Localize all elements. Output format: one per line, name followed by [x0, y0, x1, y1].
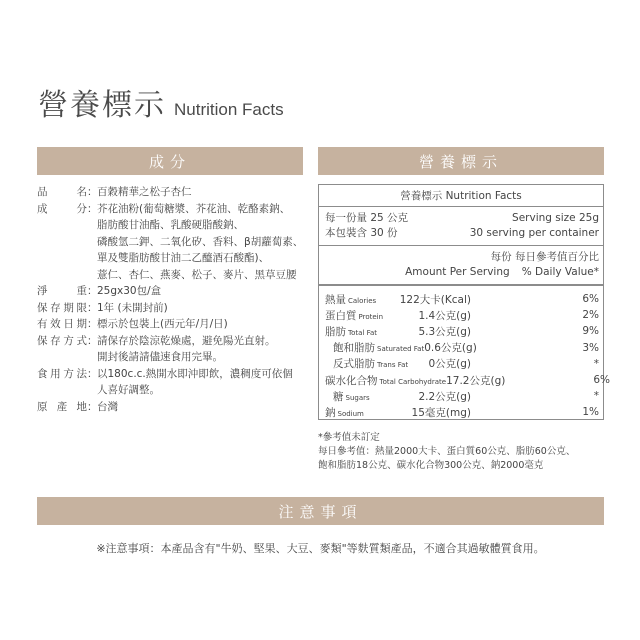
nutrition-table-header: 營養標示 Nutrition Facts	[319, 185, 603, 207]
ingredient-value-line: 脂肪酸甘油酯、乳酸硬脂酸鈉、	[97, 219, 244, 231]
ingredient-value-line: 以180c.c.熱開水即沖即飲，濃稠度可依個	[97, 367, 293, 380]
ingredient-value-line: 請保存於陰涼乾燥處，避免陽光直射。	[97, 334, 276, 347]
notice-text: ※注意事項：本產品含有"牛奶、堅果、大豆、麥類"等麩質類產品，不適合其過敏體質食用。	[96, 542, 545, 555]
ingredient-value-line: 磷酸氫二鉀、二氧化矽、香料、β胡蘿蔔素、	[97, 235, 304, 248]
ingredient-label: 保存期限	[37, 301, 87, 314]
title-english: Nutrition Facts	[174, 100, 284, 119]
nutrient-name-zh: 碳水化合物	[325, 374, 378, 387]
nutrient-name-en: Total Fat	[348, 328, 377, 337]
nutrient-daily-value: *	[593, 390, 599, 403]
serving-size-zh: 每一份量 25 公克	[325, 212, 409, 224]
nutrient-name-zh: 糖	[333, 390, 344, 403]
reference-line-1: *參考值未訂定	[318, 432, 380, 443]
nutrient-name	[325, 324, 377, 339]
nutrient-row	[325, 388, 599, 404]
nutrient-name-en: Total Carbohydrate	[379, 377, 447, 386]
nutrient-name-zh: 脂肪	[325, 325, 346, 338]
nutrient-name-en: Trans Fat	[377, 361, 409, 370]
ingredient-row	[37, 283, 312, 300]
reference-notes	[318, 431, 618, 473]
nutrient-amount: 0公克(g)	[428, 358, 471, 371]
nutrient-name	[325, 389, 370, 404]
serving-info	[319, 207, 603, 246]
ingredient-row	[37, 316, 312, 333]
nutrient-daily-value: 2%	[582, 309, 599, 322]
ingredient-label: 淨重	[37, 285, 87, 297]
ingredient-value-line: 開封後請請儘速食用完畢。	[97, 351, 223, 363]
ingredient-value	[97, 366, 312, 399]
ingredient-value-line: 百穀精華之松子杏仁	[97, 186, 192, 198]
nutrient-row	[325, 307, 599, 323]
nutrient-name	[325, 356, 408, 371]
nutrient-name-zh: 反式脂肪	[333, 358, 375, 371]
nutrient-daily-value: *	[593, 357, 599, 370]
ingredient-row	[37, 201, 312, 284]
nutrient-name-en: Sodium	[337, 409, 364, 418]
nutrient-name-zh: 飽和脂肪	[333, 342, 375, 355]
ingredient-value-line: 人喜好調整。	[97, 384, 160, 396]
ingredients-header: 成分	[37, 147, 303, 175]
ingredient-value	[97, 201, 312, 284]
notice-header: 注意事項	[37, 497, 604, 525]
ingredient-value-line: 芥花油粉(葡萄糖漿、芥花油、乾酪素鈉、	[97, 202, 291, 215]
nutrient-name	[325, 292, 376, 307]
ingredient-colon: ：	[87, 285, 98, 297]
nutrient-row	[325, 356, 599, 372]
servings-per-container-en: 30 serving per container	[469, 227, 599, 239]
amount-header	[319, 246, 603, 286]
nutrition-header: 營養標示	[318, 147, 604, 175]
ingredient-value-line: 25gx30包/盒	[97, 285, 162, 297]
daily-value-en: % Daily Value*	[521, 266, 599, 278]
nutrient-name	[325, 373, 446, 388]
ingredient-label: 原產地	[37, 400, 87, 413]
nutrient-name-zh: 蛋白質	[325, 309, 357, 322]
ingredient-colon: ：	[87, 318, 98, 330]
ingredient-colon: ：	[87, 400, 98, 413]
ingredient-colon: ：	[87, 186, 98, 198]
ingredient-row	[37, 333, 312, 366]
reference-line-2: 每日參考值：熱量2000大卡、蛋白質60公克、脂肪60公克、	[318, 446, 576, 457]
nutrient-amount: 5.3公克(g)	[418, 325, 471, 338]
ingredient-row	[37, 184, 312, 201]
ingredient-value-line: 標示於包裝上(西元年/月/日)	[97, 318, 228, 330]
ingredient-value-line: 台灣	[97, 400, 118, 413]
nutrient-daily-value: 6%	[582, 293, 599, 306]
nutrient-rows	[319, 286, 611, 421]
nutrient-name-en: Protein	[358, 312, 384, 321]
nutrient-name-en: Sugars	[345, 393, 370, 402]
reference-line-3: 飽和脂肪18公克、碳水化合物300公克、鈉2000毫克	[318, 460, 544, 471]
ingredient-value-line: 1年 (未開封前)	[97, 301, 168, 314]
serving-size-en: Serving size 25g	[512, 212, 599, 224]
ingredient-row	[37, 399, 312, 416]
nutrient-name-en: Saturated Fat	[377, 345, 425, 354]
nutrient-amount: 0.6公克(g)	[424, 342, 477, 355]
ingredient-label: 品名	[37, 186, 87, 198]
page-title	[38, 84, 284, 124]
amount-per-serving-en: Amount Per Serving	[405, 266, 510, 278]
ingredient-label: 保存方式	[37, 334, 87, 347]
nutrient-row	[325, 291, 599, 307]
nutrient-row	[325, 340, 599, 356]
nutrient-name-zh: 熱量	[325, 293, 346, 306]
ingredients-list	[37, 184, 312, 415]
ingredient-colon: ：	[87, 367, 98, 380]
title-chinese: 營養標示	[38, 88, 166, 123]
nutrient-name	[325, 405, 364, 420]
ingredient-value	[97, 316, 312, 333]
ingredient-value	[97, 283, 312, 300]
nutrient-amount: 1.4公克(g)	[418, 309, 471, 322]
ingredient-value	[97, 399, 312, 416]
nutrient-daily-value: 6%	[593, 374, 611, 387]
nutrient-amount: 15毫克(mg)	[411, 406, 471, 419]
ingredient-value	[97, 300, 312, 317]
nutrient-name	[325, 308, 383, 323]
ingredient-value	[97, 184, 312, 201]
ingredient-label: 有效日期	[37, 318, 87, 330]
ingredient-row	[37, 300, 312, 317]
nutrient-name-en: Calories	[348, 296, 377, 305]
nutrient-row	[325, 323, 599, 339]
nutrition-facts-table	[318, 184, 611, 420]
ingredient-value	[97, 333, 312, 366]
ingredient-value-line: 薏仁、杏仁、燕麥、松子、麥片、黑草豆腰	[97, 268, 297, 281]
ingredient-label: 食用方法	[37, 367, 87, 380]
nutrient-row	[325, 404, 599, 420]
nutrient-row	[325, 372, 611, 388]
ingredient-row	[37, 366, 312, 399]
ingredient-colon: ：	[87, 202, 98, 215]
nutrient-daily-value: 3%	[582, 341, 599, 354]
ingredient-colon: ：	[87, 301, 98, 314]
nutrient-amount: 2.2公克(g)	[418, 390, 471, 403]
nutrient-amount: 17.2公克(g)	[446, 374, 506, 387]
nutrient-name	[325, 340, 424, 355]
servings-per-container-zh: 本包裝含 30 份	[325, 227, 398, 239]
nutrient-name-zh: 鈉	[325, 406, 336, 419]
daily-value-zh: 每份 每日參考值百分比	[490, 251, 599, 263]
nutrient-amount: 122大卡(Kcal)	[399, 293, 471, 306]
nutrient-daily-value: 1%	[582, 406, 599, 419]
ingredient-label: 成分	[37, 202, 87, 215]
ingredient-colon: ：	[87, 334, 98, 347]
ingredient-value-line: 單及雙脂肪酸甘油二乙醯酒石酸酯)、	[97, 252, 270, 264]
nutrient-daily-value: 9%	[582, 325, 599, 338]
